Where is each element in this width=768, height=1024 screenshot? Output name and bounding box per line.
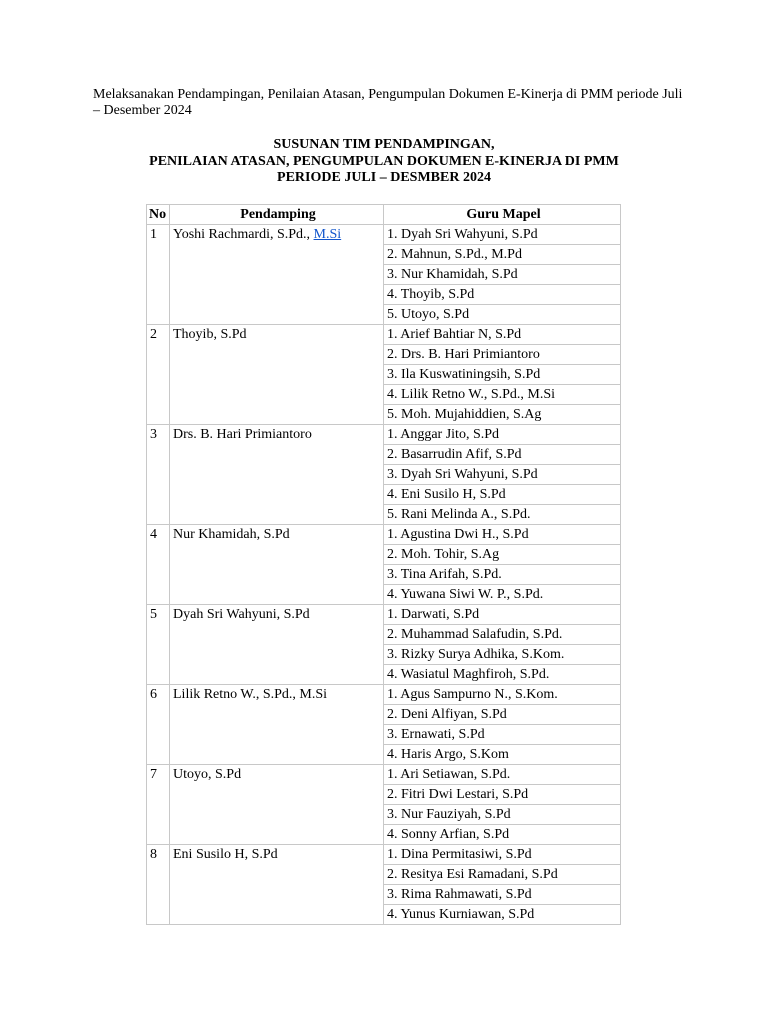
assignment-table (146, 204, 621, 925)
guru-mapel-cell: 1. Darwati, S.Pd (384, 605, 621, 625)
guru-mapel-cell: 1. Dina Permitasiwi, S.Pd (384, 845, 621, 865)
guru-mapel-cell: 2. Basarrudin Afif, S.Pd (384, 445, 621, 465)
table-body (147, 225, 621, 925)
pendamping-name: Drs. B. Hari Primiantoro (173, 427, 312, 442)
guru-mapel-cell: 4. Lilik Retno W., S.Pd., M.Si (384, 385, 621, 405)
pendamping-name: Utoyo, S.Pd (173, 767, 242, 782)
guru-mapel-cell: 2. Fitri Dwi Lestari, S.Pd (384, 785, 621, 805)
table-row (147, 685, 621, 705)
table-row (147, 845, 621, 865)
guru-mapel-cell: 4. Yuwana Siwi W. P., S.Pd. (384, 585, 621, 605)
heading-line-3: PERIODE JULI – DESMBER 2024 (277, 170, 491, 185)
guru-mapel-cell: 1. Arief Bahtiar N, S.Pd (384, 325, 621, 345)
row-number: 5 (147, 605, 170, 685)
document-heading (100, 137, 668, 187)
pendamping-cell (170, 225, 384, 325)
guru-mapel-cell: 2. Deni Alfiyan, S.Pd (384, 705, 621, 725)
column-header-no: No (147, 205, 170, 225)
row-number: 3 (147, 425, 170, 525)
table-row (147, 605, 621, 625)
guru-mapel-cell: 3. Rizky Surya Adhika, S.Kom. (384, 645, 621, 665)
pendamping-name: Nur Khamidah, S.Pd (173, 527, 290, 542)
guru-mapel-cell: 1. Dyah Sri Wahyuni, S.Pd (384, 225, 621, 245)
guru-mapel-cell: 1. Anggar Jito, S.Pd (384, 425, 621, 445)
row-number: 1 (147, 225, 170, 325)
guru-mapel-cell: 4. Yunus Kurniawan, S.Pd (384, 905, 621, 925)
intro-paragraph: Melaksanakan Pendampingan, Penilaian Atasan, Pengumpulan Dokumen E-Kinerja di PMM periode Juli – Desember 2024 (93, 87, 683, 118)
row-number: 6 (147, 685, 170, 765)
guru-mapel-cell: 1. Agus Sampurno N., S.Kom. (384, 685, 621, 705)
pendamping-cell (170, 325, 384, 425)
guru-mapel-cell: 3. Rima Rahmawati, S.Pd (384, 885, 621, 905)
column-header-guru-mapel: Guru Mapel (384, 205, 621, 225)
guru-mapel-cell: 2. Resitya Esi Ramadani, S.Pd (384, 865, 621, 885)
table-header-row (147, 205, 621, 225)
pendamping-name: Lilik Retno W., S.Pd., M.Si (173, 687, 328, 702)
guru-mapel-cell: 4. Sonny Arfian, S.Pd (384, 825, 621, 845)
pendamping-cell (170, 845, 384, 925)
guru-mapel-cell: 4. Eni Susilo H, S.Pd (384, 485, 621, 505)
guru-mapel-cell: 2. Moh. Tohir, S.Ag (384, 545, 621, 565)
guru-mapel-cell: 1. Agustina Dwi H., S.Pd (384, 525, 621, 545)
guru-mapel-cell: 3. Ila Kuswatiningsih, S.Pd (384, 365, 621, 385)
row-number: 4 (147, 525, 170, 605)
row-number: 7 (147, 765, 170, 845)
guru-mapel-cell: 4. Haris Argo, S.Kom (384, 745, 621, 765)
guru-mapel-cell: 5. Utoyo, S.Pd (384, 305, 621, 325)
guru-mapel-cell: 3. Dyah Sri Wahyuni, S.Pd (384, 465, 621, 485)
pendamping-cell (170, 685, 384, 765)
pendamping-cell (170, 605, 384, 685)
row-number: 2 (147, 325, 170, 425)
table-row (147, 225, 621, 245)
pendamping-name: Eni Susilo H, S.Pd (173, 847, 278, 862)
guru-mapel-cell: 5. Moh. Mujahiddien, S.Ag (384, 405, 621, 425)
heading-line-2: PENILAIAN ATASAN, PENGUMPULAN DOKUMEN E-KINERJA DI PMM (149, 153, 619, 169)
table-row (147, 525, 621, 545)
pendamping-cell (170, 525, 384, 605)
column-header-pendamping: Pendamping (170, 205, 384, 225)
guru-mapel-cell: 3. Nur Khamidah, S.Pd (384, 265, 621, 285)
guru-mapel-cell: 4. Thoyib, S.Pd (384, 285, 621, 305)
guru-mapel-cell: 4. Wasiatul Maghfiroh, S.Pd. (384, 665, 621, 685)
table-row (147, 425, 621, 445)
pendamping-name: Thoyib, S.Pd (173, 327, 247, 342)
guru-mapel-cell: 1. Ari Setiawan, S.Pd. (384, 765, 621, 785)
table-row (147, 325, 621, 345)
guru-mapel-cell: 5. Rani Melinda A., S.Pd. (384, 505, 621, 525)
guru-mapel-cell: 2. Drs. B. Hari Primiantoro (384, 345, 621, 365)
pendamping-name: Dyah Sri Wahyuni, S.Pd (173, 607, 310, 622)
pendamping-degree-link[interactable]: M.Si (313, 227, 342, 242)
guru-mapel-cell: 3. Nur Fauziyah, S.Pd (384, 805, 621, 825)
guru-mapel-cell: 3. Ernawati, S.Pd (384, 725, 621, 745)
row-number: 8 (147, 845, 170, 925)
guru-mapel-cell: 2. Mahnun, S.Pd., M.Pd (384, 245, 621, 265)
guru-mapel-cell: 2. Muhammad Salafudin, S.Pd. (384, 625, 621, 645)
heading-line-1: SUSUNAN TIM PENDAMPINGAN, (273, 137, 495, 152)
table-row (147, 765, 621, 785)
guru-mapel-cell: 3. Tina Arifah, S.Pd. (384, 565, 621, 585)
pendamping-cell (170, 765, 384, 845)
pendamping-cell (170, 425, 384, 525)
pendamping-name: Yoshi Rachmardi, S.Pd., (173, 227, 314, 242)
